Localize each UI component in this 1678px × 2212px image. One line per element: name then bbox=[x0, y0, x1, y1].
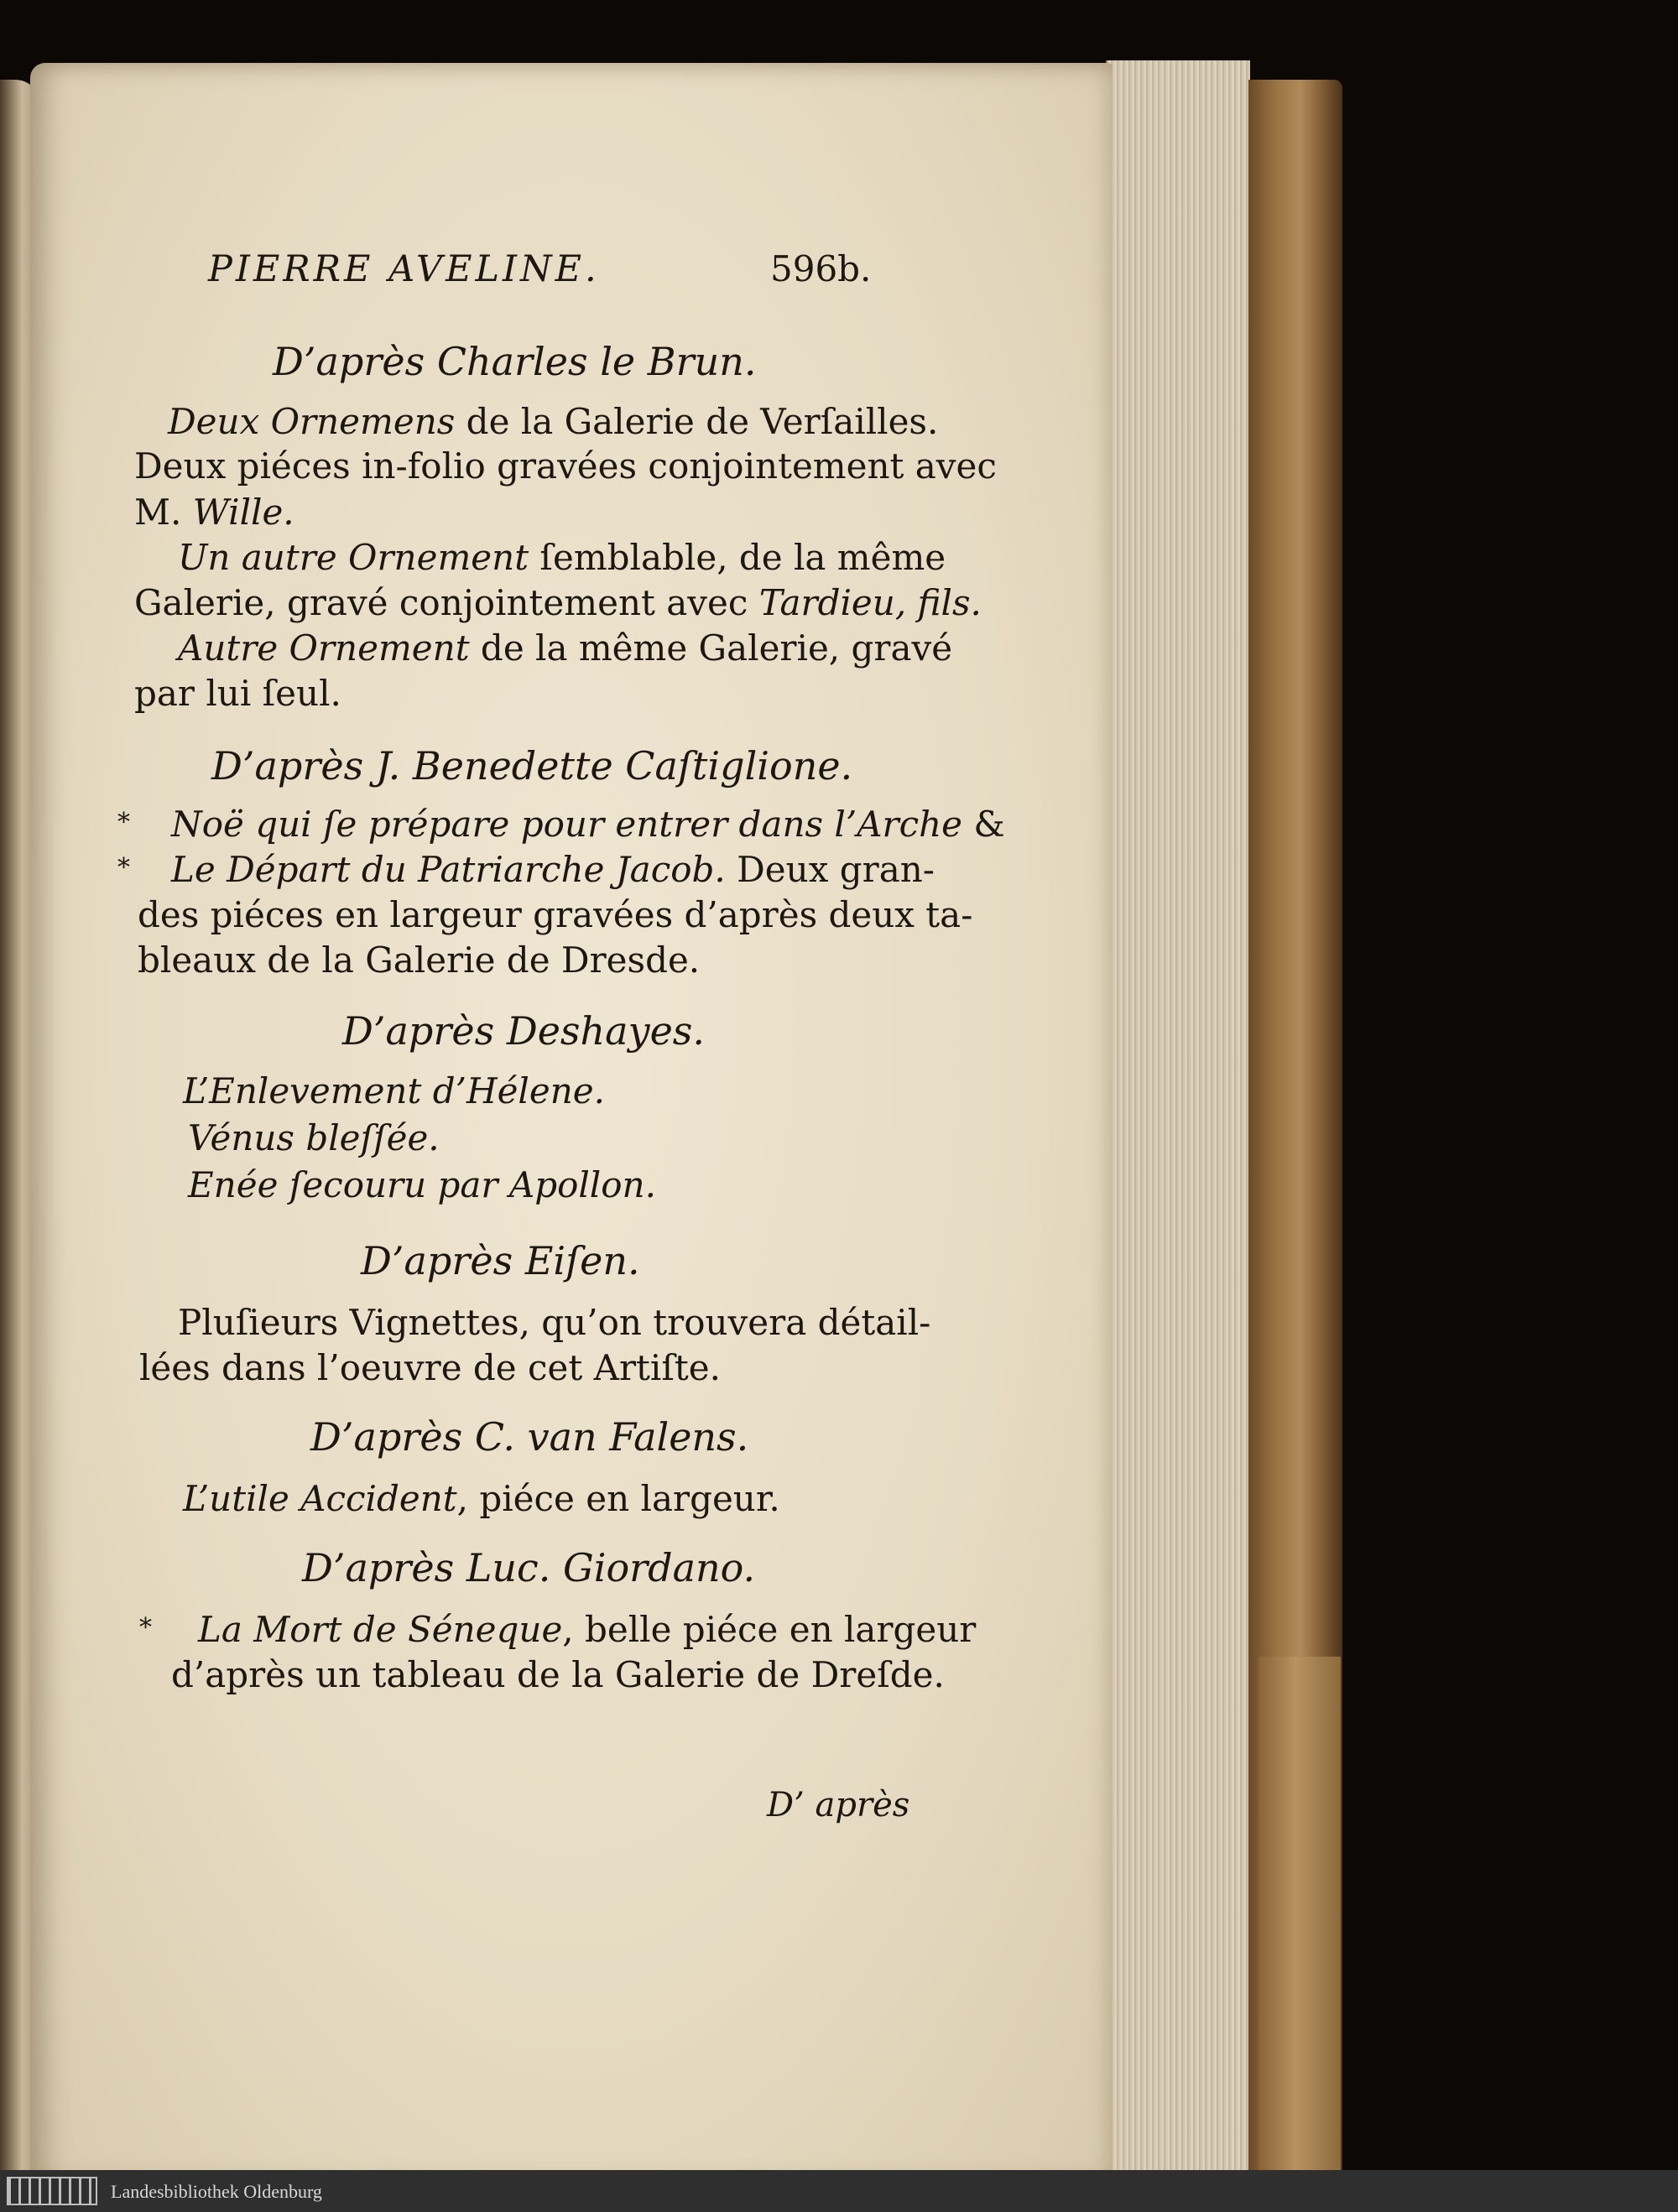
heading-brun: D’après Charles le Brun. bbox=[273, 339, 757, 384]
brun-line-3: M. Wille. bbox=[134, 492, 294, 533]
castiglione-line-3: des piéces en largeur gravées d’après deux ta- bbox=[138, 894, 973, 935]
castiglione-line-1: Noë qui ſe prépare pour entrer dans l’Arche & bbox=[171, 804, 1005, 845]
giordano-line-1: La Mort de Séneque, belle piéce en largeur bbox=[198, 1609, 977, 1650]
catchword: D’ après bbox=[767, 1786, 910, 1824]
asterisk-marker: * bbox=[117, 853, 130, 882]
deshayes-item-2: Vénus bleſſée. bbox=[188, 1117, 440, 1158]
heading-deshayes: D’après Deshayes. bbox=[342, 1008, 706, 1054]
asterisk-marker: * bbox=[117, 808, 130, 837]
page-stack bbox=[1106, 60, 1250, 2183]
brun-line-1: Deux Ornemens de la Galerie de Verſailles. bbox=[168, 401, 939, 442]
running-title: PIERRE AVELINE. bbox=[208, 248, 600, 290]
castiglione-line-4: bleaux de la Galerie de Dresde. bbox=[138, 939, 701, 981]
brun-line-7: par lui ſeul. bbox=[134, 673, 341, 714]
deshayes-item-3: Enée ſecouru par Apollon. bbox=[188, 1164, 656, 1205]
castiglione-line-2: Le Départ du Patriarche Jacob. Deux gran- bbox=[171, 849, 935, 890]
library-logo-icon bbox=[7, 2177, 97, 2205]
asterisk-marker: * bbox=[139, 1613, 152, 1642]
eisen-line-2: lées dans l’oeuvre de cet Artiſte. bbox=[139, 1347, 721, 1388]
heading-eisen: D’après Eiſen. bbox=[361, 1238, 640, 1283]
deshayes-item-1: L’Enlevement d’Hélene. bbox=[183, 1070, 605, 1111]
heading-castiglione: D’après J. Benedette Caſtiglione. bbox=[211, 743, 853, 789]
cover-band bbox=[1258, 1657, 1341, 2185]
eisen-line-1: Pluſieurs Vignettes, qu’on trouvera détail- bbox=[178, 1302, 931, 1343]
brun-line-4: Un autre Ornement ſemblable, de la même bbox=[178, 537, 946, 578]
heading-giordano: D’après Luc. Giordano. bbox=[302, 1545, 756, 1590]
brun-line-6: Autre Ornement de la même Galerie, gravé bbox=[178, 627, 953, 669]
page-number: 596b. bbox=[770, 248, 872, 289]
library-name: Landesbibliothek Oldenburg bbox=[111, 2181, 322, 2202]
falens-line-1: L’utile Accident, piéce en largeur. bbox=[183, 1478, 780, 1519]
footer-bar bbox=[0, 2170, 1678, 2212]
giordano-line-2: d’après un tableau de la Galerie de Dreſde. bbox=[171, 1654, 945, 1695]
heading-falens: D’après C. van Falens. bbox=[310, 1414, 749, 1460]
brun-line-5: Galerie, gravé conjointement avec Tardieu, fils. bbox=[134, 582, 982, 623]
brun-line-2: Deux piéces in-folio gravées conjointement avec bbox=[134, 445, 997, 487]
